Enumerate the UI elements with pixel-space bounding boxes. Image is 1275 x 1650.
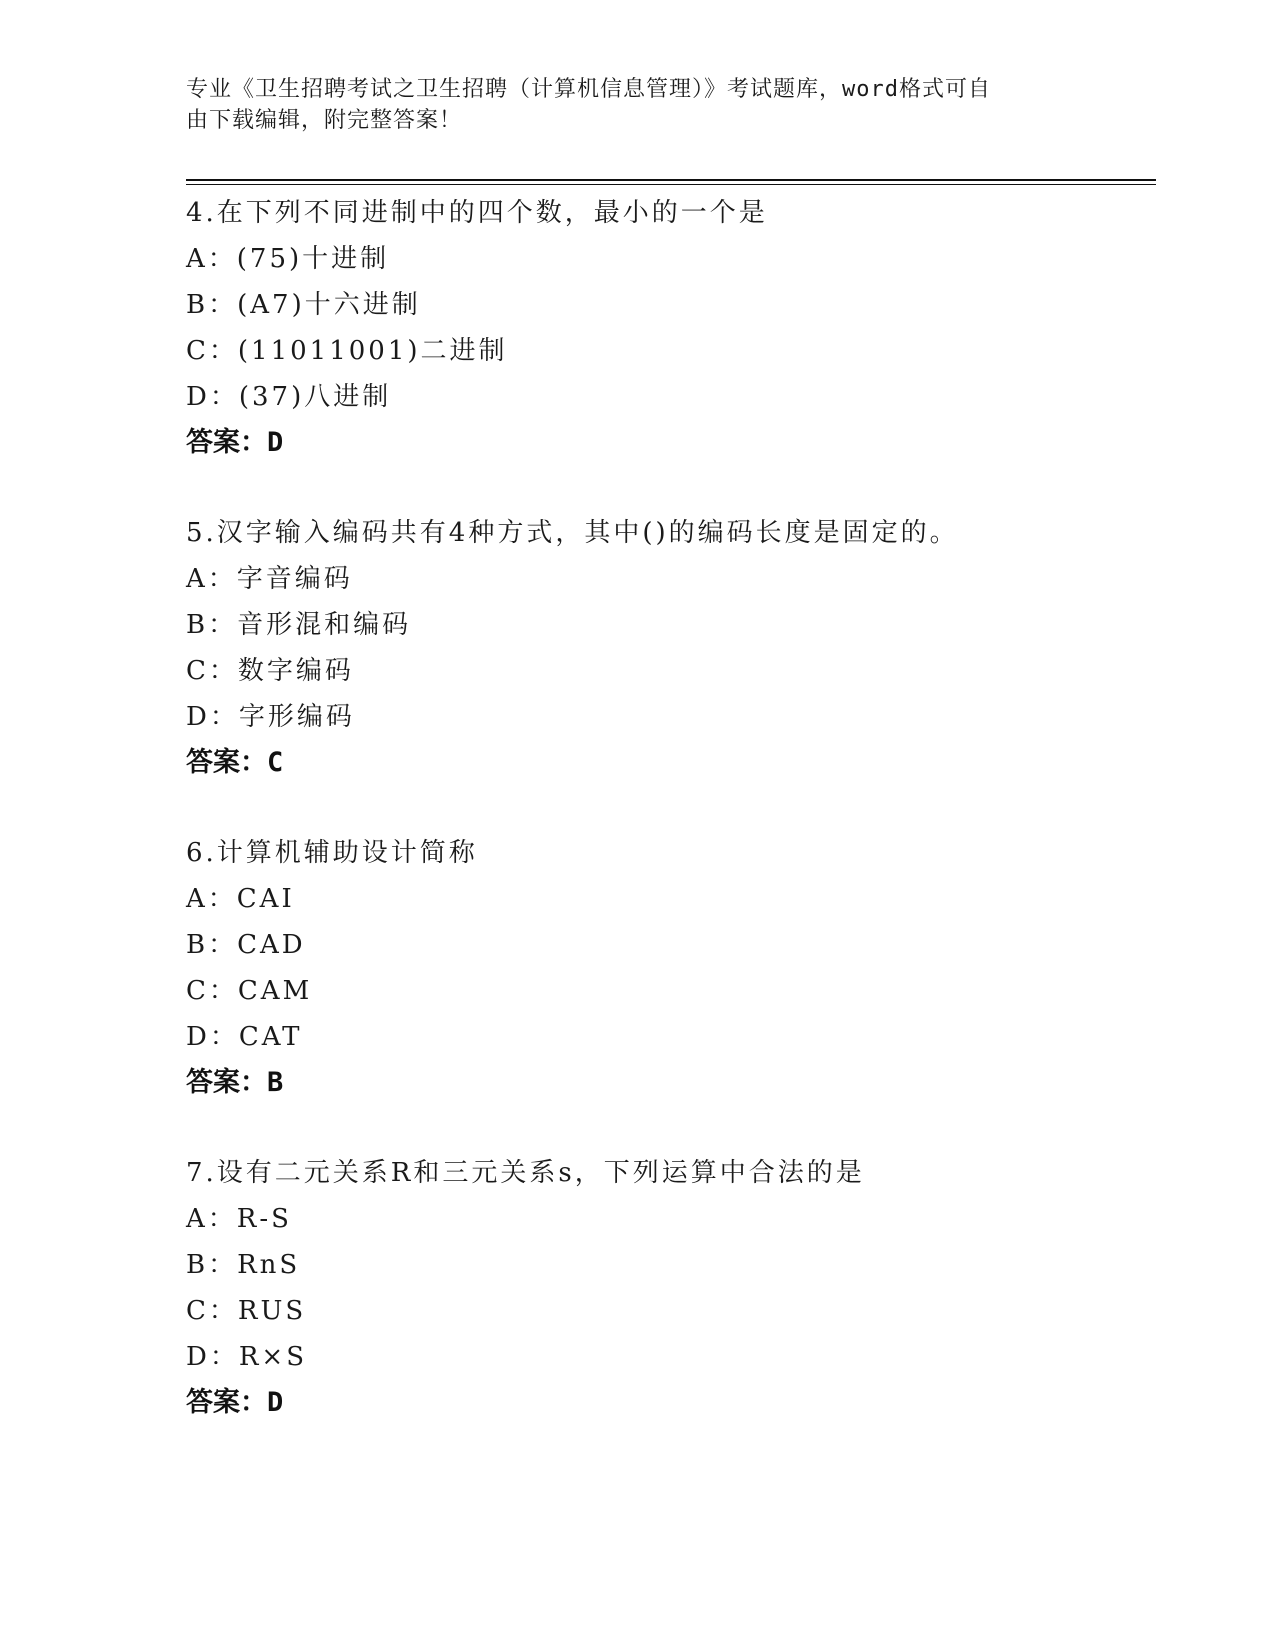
question-list (186, 190, 1156, 1470)
document-header (186, 74, 1066, 136)
document-page (186, 0, 1156, 1650)
question-6 (186, 830, 1156, 1150)
option-d: D：CAT (186, 1022, 303, 1052)
option-d: D：(37)八进制 (186, 382, 392, 412)
option-a: A：CAI (186, 884, 295, 914)
option-d: D：R×S (186, 1342, 308, 1372)
answer: 答案：D (186, 1387, 284, 1418)
option-b: B：CAD (186, 930, 306, 960)
header-line-2: 由下载编辑，附完整答案！ (186, 108, 463, 133)
question-4 (186, 190, 1156, 510)
option-a: A：(75)十进制 (186, 244, 390, 274)
question-title: 6.计算机辅助设计简称 (186, 838, 478, 868)
option-c: C：CAM (186, 976, 313, 1006)
answer: 答案：B (186, 1067, 284, 1098)
question-5 (186, 510, 1156, 830)
answer: 答案：C (186, 747, 284, 778)
answer: 答案：D (186, 427, 284, 458)
option-c: C：(11011001)二进制 (186, 336, 508, 366)
question-title: 7.设有二元关系R和三元关系s，下列运算中合法的是 (186, 1158, 865, 1188)
option-c: C：数字编码 (186, 656, 354, 686)
question-7 (186, 1150, 1156, 1470)
option-b: B：(A7)十六进制 (186, 290, 421, 320)
option-b: B：RnS (186, 1250, 301, 1280)
option-d: D：字形编码 (186, 702, 355, 732)
question-title: 5.汉字输入编码共有4种方式，其中()的编码长度是固定的。 (186, 518, 959, 548)
option-a: A：R-S (186, 1204, 292, 1234)
option-c: C：RUS (186, 1296, 307, 1326)
option-b: B：音形混和编码 (186, 610, 412, 640)
option-a: A：字音编码 (186, 564, 353, 594)
question-title: 4.在下列不同进制中的四个数，最小的一个是 (186, 198, 768, 228)
header-line-1: 专业《卫生招聘考试之卫生招聘（计算机信息管理）》考试题库，word格式可自 (186, 77, 991, 102)
header-divider (186, 179, 1156, 185)
